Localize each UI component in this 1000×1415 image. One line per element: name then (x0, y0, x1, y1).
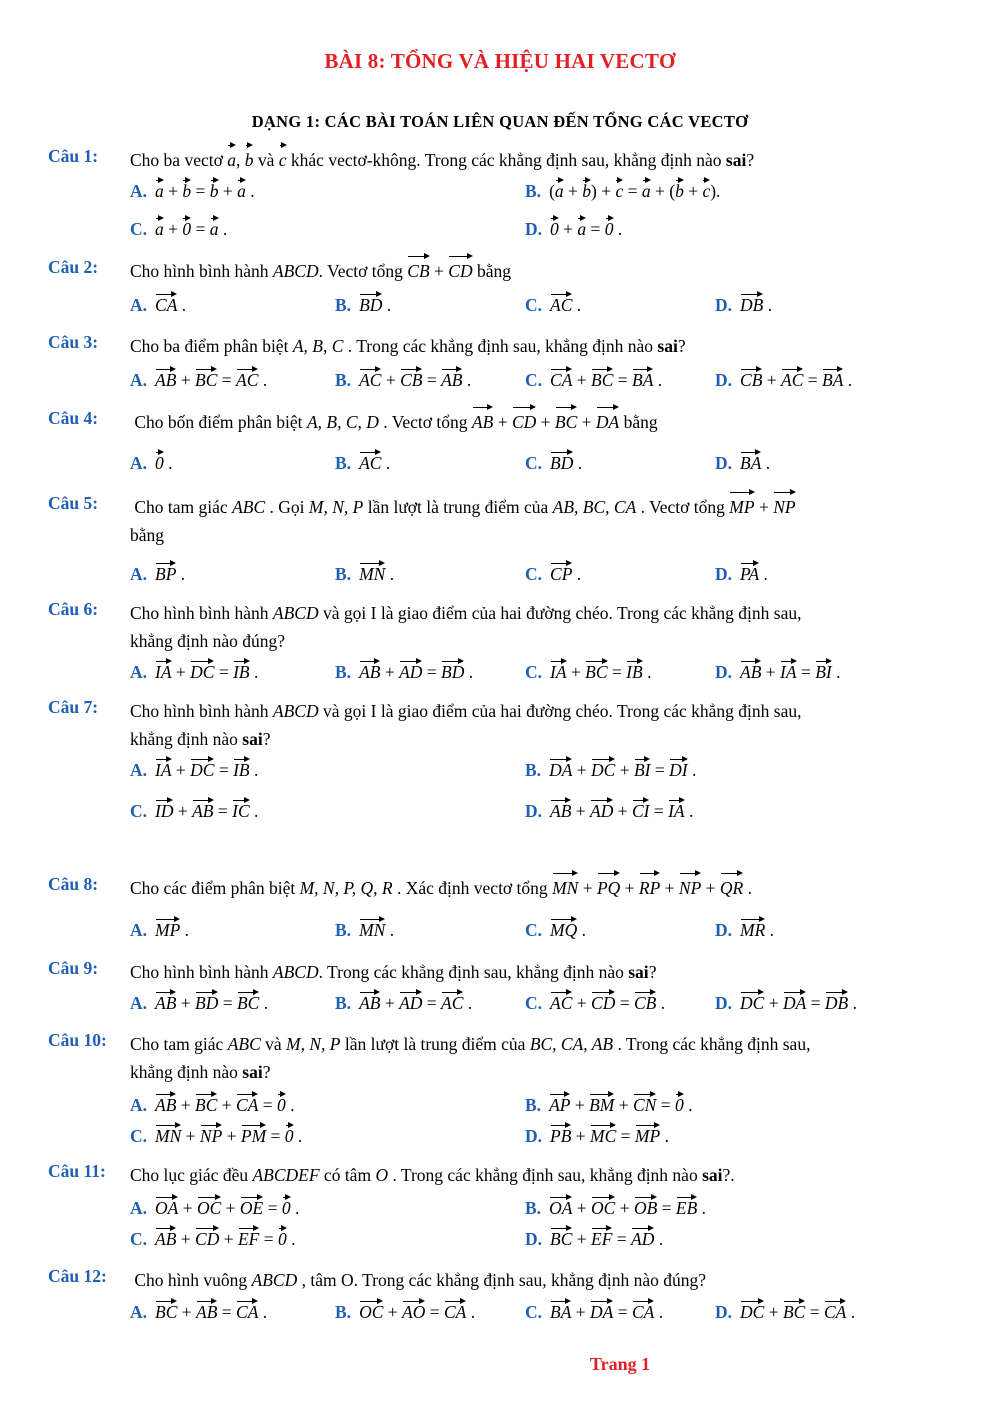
option-a[interactable]: A. BP . (130, 564, 186, 584)
option-d[interactable]: D. CB + AC = BA . (715, 370, 853, 390)
option-a[interactable]: A. MP . (130, 920, 190, 940)
option-c[interactable]: C. BD . (525, 453, 583, 473)
question-9: Câu 9: Cho hình bình hành ABCD. Trong các khẳng định sau, khẳng định nào sai? (48, 958, 657, 982)
option-c[interactable]: C. AC . (525, 295, 582, 315)
option-a[interactable]: A. IA + DC = IB . (130, 760, 259, 780)
option-b[interactable]: B. AC . (335, 453, 391, 473)
option-b[interactable]: B. (a + b) + c = a + (b + c). (525, 181, 721, 201)
question-12: Câu 12: Cho hình vuông ABCD , tâm O. Trong các khẳng định sau, khẳng định nào đúng? (48, 1266, 707, 1290)
option-b[interactable]: B. AB + AD = AC . (335, 993, 473, 1013)
question-5: Câu 5: Cho tam giác ABC . Gọi M, N, P lần lượt là trung điểm của AB, BC, CA . Vectơ tổng MP + NP bằng (48, 493, 796, 545)
question-4: Câu 4: Cho bốn điểm phân biệt A, B, C, D . Vectơ tổng AB + CD + BC + DA bằng (48, 408, 948, 436)
option-a[interactable]: A. AB + BC + CA = 0 . (130, 1095, 295, 1115)
option-d[interactable]: D. DC + DA = DB . (715, 993, 857, 1013)
question-8: Câu 8: Cho các điểm phân biệt M, N, P, Q, R . Xác định vectơ tổng MN + PQ + RP + NP + QR . (48, 874, 948, 902)
option-a[interactable]: A. 0 . (130, 453, 173, 473)
option-c[interactable]: C. CP . (525, 564, 582, 584)
option-c[interactable]: C. BA + DA = CA . (525, 1302, 664, 1322)
option-d[interactable]: D. PB + MC = MP . (525, 1126, 669, 1146)
option-c[interactable]: C. MN + NP + PM = 0 . (130, 1126, 303, 1146)
option-d[interactable]: D. BC + EF = AD . (525, 1229, 664, 1249)
option-c[interactable]: C. CA + BC = BA . (525, 370, 663, 390)
question-11: Câu 11: Cho lục giác đều ABCDEF có tâm O . Trong các khẳng định sau, khẳng định nào sai?. (48, 1161, 735, 1185)
option-c[interactable]: C. AB + CD + EF = 0 . (130, 1229, 296, 1249)
option-c[interactable]: C. a + 0 = a . (130, 219, 228, 239)
option-c[interactable]: C. ID + AB = IC . (130, 801, 259, 821)
page-number: Trang 1 (589, 1354, 651, 1374)
option-a[interactable]: A. BC + AB = CA . (130, 1302, 268, 1322)
option-a[interactable]: A. AB + BD = BC . (130, 993, 269, 1013)
question-label: Câu 1: (48, 146, 99, 166)
option-d[interactable]: D. AB + AD + CI = IA . (525, 801, 694, 821)
question-1 (48, 146, 948, 174)
option-b[interactable]: B. OA + OC + OB = EB . (525, 1198, 707, 1218)
option-d[interactable]: D. BA . (715, 453, 771, 473)
question-10: Câu 10: Cho tam giác ABC và M, N, P lần lượt là trung điểm của BC, CA, AB . Trong các khẳng định sau, khẳng định nào sai? (48, 1030, 811, 1082)
option-a[interactable]: A. OA + OC + OE = 0 . (130, 1198, 300, 1218)
option-d[interactable]: D. 0 + a = 0 . (525, 219, 623, 239)
option-b[interactable]: B. AC + CB = AB . (335, 370, 472, 390)
option-c[interactable]: C. AC + CD = CB . (525, 993, 666, 1013)
option-b[interactable]: B. BD . (335, 295, 392, 315)
option-d[interactable]: D. AB + IA = BI . (715, 662, 841, 682)
page-title: BÀI 8: TỔNG VÀ HIỆU HAI VECTƠ (324, 49, 676, 73)
option-c[interactable]: C. IA + BC = IB . (525, 662, 652, 682)
question-text: Cho ba vectơ a, b và c khác vectơ-không. Trong các khẳng định sau, khẳng định nào sai? (130, 146, 948, 174)
option-b[interactable]: B. OC + AO = CA . (335, 1302, 476, 1322)
option-a[interactable]: A. IA + DC = IB . (130, 662, 259, 682)
option-b[interactable]: B. AB + AD = BD . (335, 662, 474, 682)
option-a[interactable]: A. a + b = b + a . (130, 181, 255, 201)
option-b[interactable]: B. DA + DC + BI = DI . (525, 760, 697, 780)
option-c[interactable]: C. MQ . (525, 920, 586, 940)
section-title: DẠNG 1: CÁC BÀI TOÁN LIÊN QUAN ĐẾN TỔNG CÁC VECTƠ (251, 112, 749, 131)
option-d[interactable]: D. MR . (715, 920, 775, 940)
option-b[interactable]: B. MN . (335, 564, 395, 584)
question-6: Câu 6: Cho hình bình hành ABCD và gọi I là giao điểm của hai đường chéo. Trong các khẳng định sau, khẳng định nào đúng? (48, 599, 802, 651)
option-d[interactable]: D. DB . (715, 295, 773, 315)
question-7: Câu 7: Cho hình bình hành ABCD và gọi I là giao điểm của hai đường chéo. Trong các khẳng định sau, khẳng định nào sai? (48, 697, 802, 749)
option-a[interactable]: A. AB + BC = AC . (130, 370, 268, 390)
question-3: Câu 3: Cho ba điểm phân biệt A, B, C . Trong các khẳng định sau, khẳng định nào sai? (48, 332, 686, 356)
option-d[interactable]: D. DC + BC = CA . (715, 1302, 856, 1322)
option-b[interactable]: B. MN . (335, 920, 395, 940)
option-b[interactable]: B. AP + BM + CN = 0 . (525, 1095, 693, 1115)
question-2: Câu 2: Cho hình bình hành ABCD. Vectơ tổng CB + CD bằng (48, 257, 948, 285)
option-d[interactable]: D. PA . (715, 564, 768, 584)
option-a[interactable]: A. CA . (130, 295, 187, 315)
